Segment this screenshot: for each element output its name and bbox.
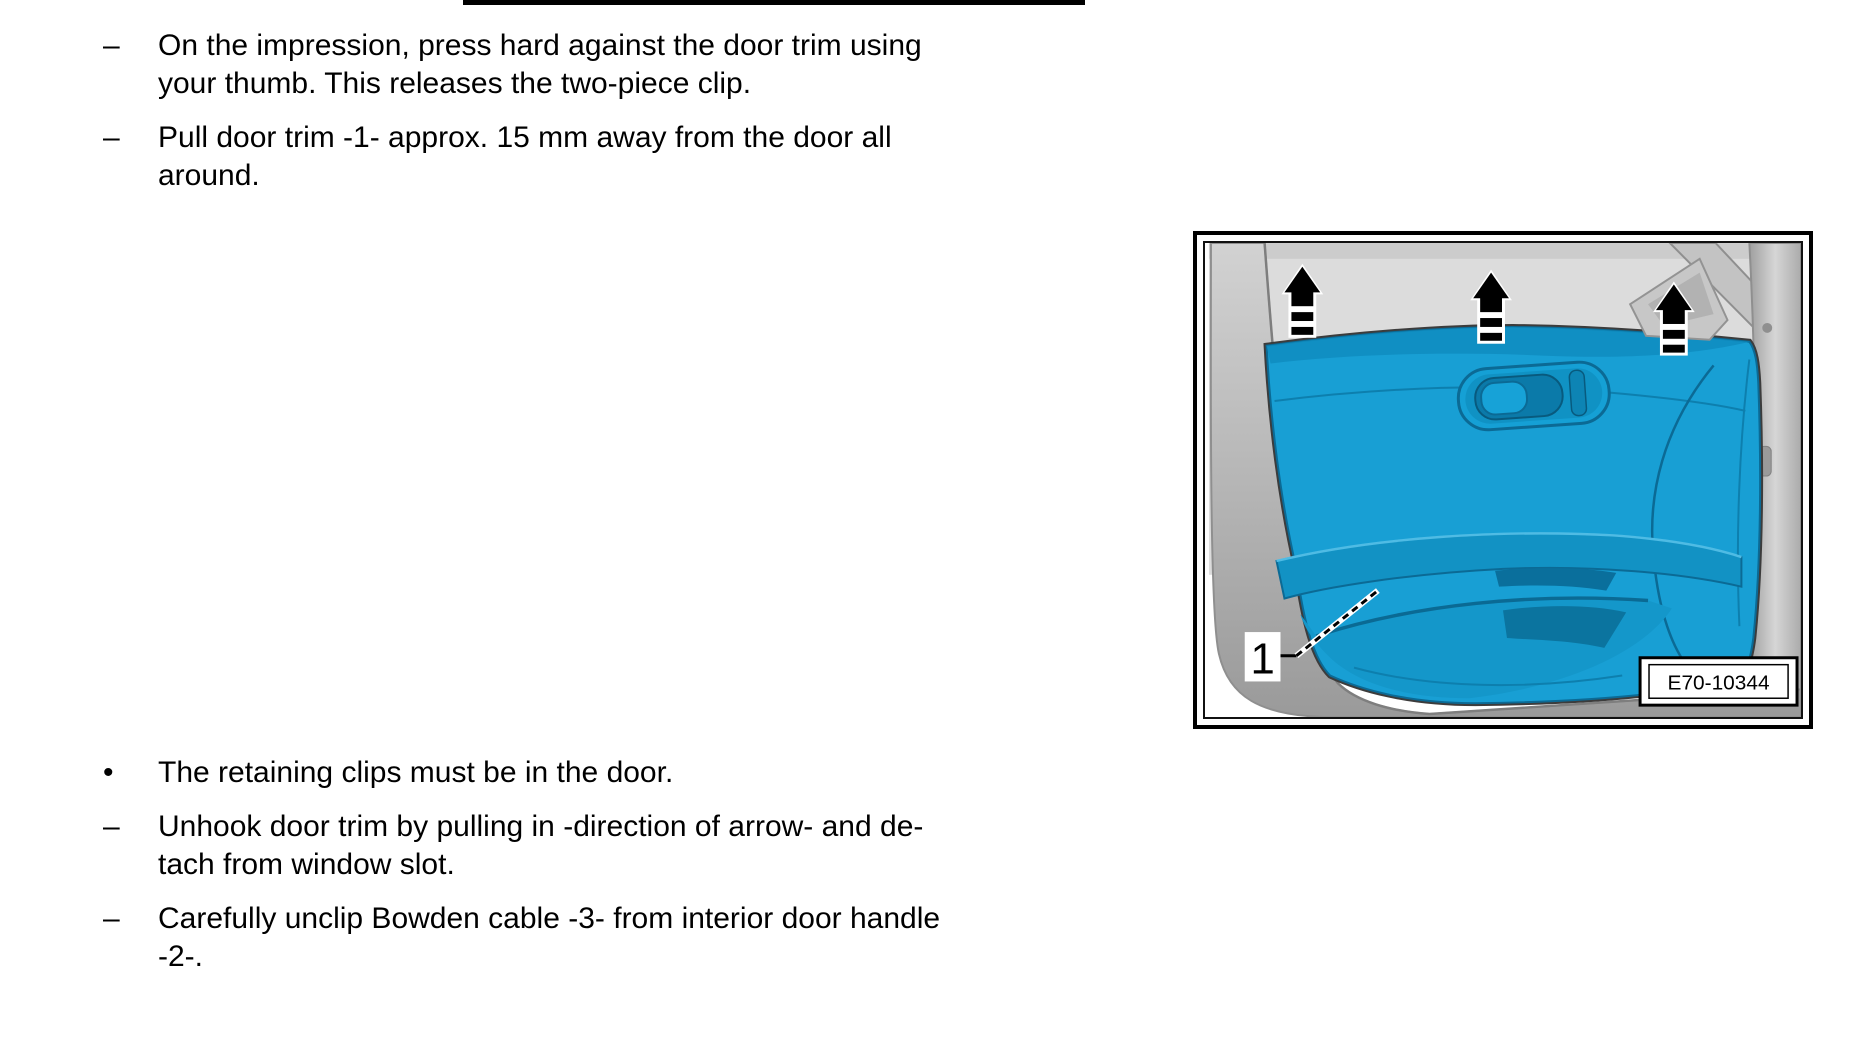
- list-item: [0, 754, 960, 792]
- list-item-marker: –: [103, 810, 120, 843]
- list-item: [0, 808, 960, 884]
- list-item-marker: –: [103, 121, 120, 154]
- list-item-text: Pull door trim -1- approx. 15 mm away from the door all around.: [158, 121, 892, 192]
- list-item: [0, 900, 960, 976]
- list-item: [0, 27, 960, 103]
- list-item-text: The retaining clips must be in the door.: [158, 756, 674, 789]
- figure-inner-frame: [1203, 241, 1803, 719]
- figure-code-box: [1640, 658, 1797, 705]
- door-trim-panel: [1267, 327, 1761, 703]
- door-trim-figure: [1193, 231, 1813, 729]
- door-trim-illustration: [1205, 243, 1801, 717]
- figure-code: E70-10344: [1667, 671, 1770, 695]
- list-item-text: Unhook door trim by pulling in -direction of arrow- and de- tach from window slot.: [158, 810, 924, 881]
- list-item-marker: –: [103, 29, 120, 62]
- list-item: [0, 119, 960, 195]
- list-item-marker: •: [103, 756, 114, 789]
- list-item-marker: –: [103, 902, 120, 935]
- list-item-text: Carefully unclip Bowden cable -3- from interior door handle -2-.: [158, 902, 941, 973]
- list-item-text: On the impression, press hard against the door trim using your thumb. This releases the two-piece clip.: [158, 29, 922, 100]
- top-divider-rule: [463, 0, 1085, 5]
- callout-1-number: 1: [1250, 635, 1275, 684]
- instruction-list-bottom: [0, 754, 960, 976]
- door-handle-recess: [1456, 360, 1611, 432]
- instruction-list-top: [0, 27, 960, 195]
